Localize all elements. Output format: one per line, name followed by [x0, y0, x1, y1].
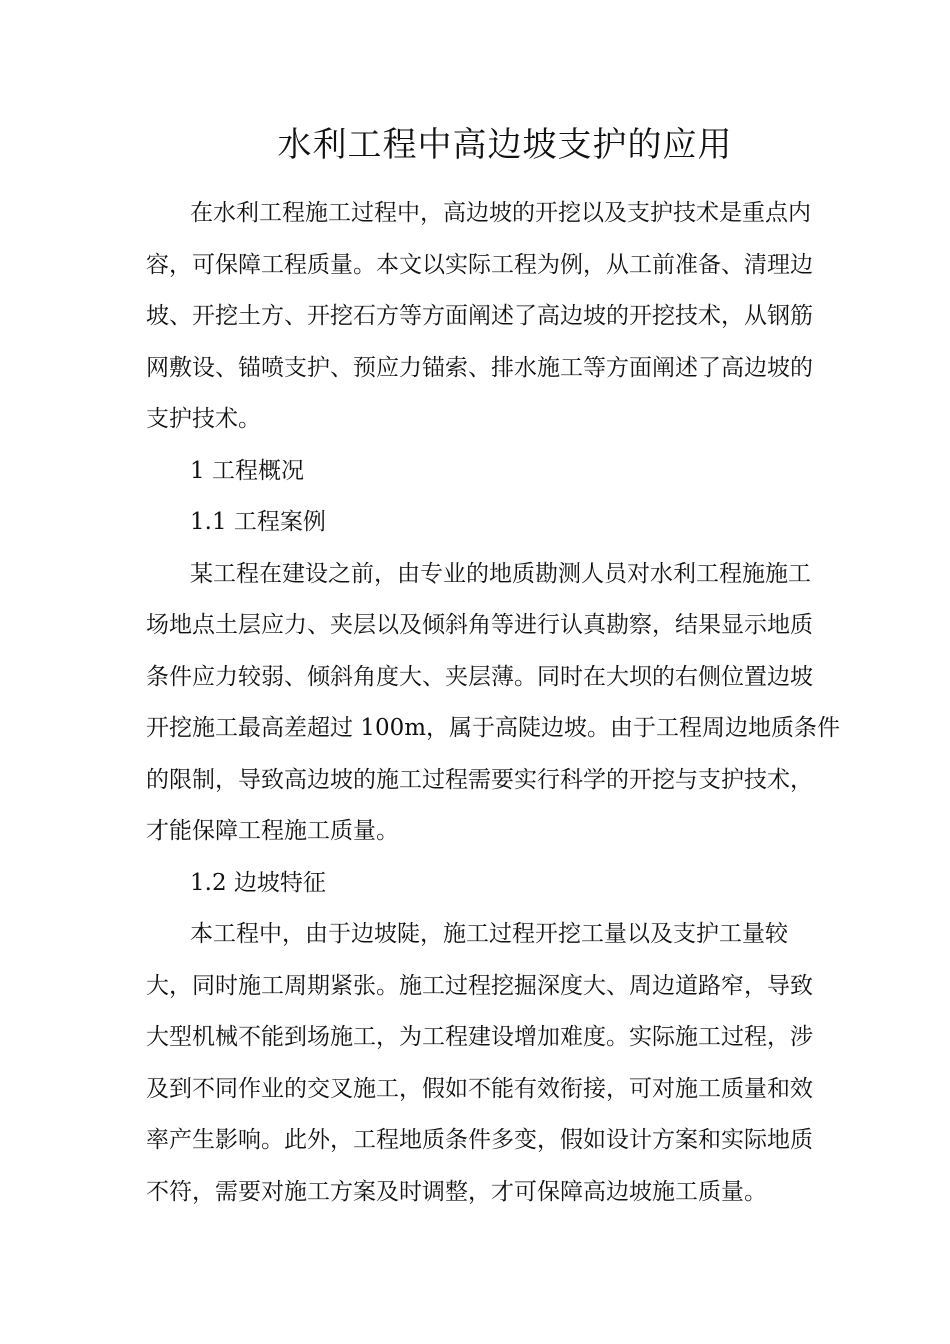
- body-line-17: 不符，需要对施工方案及时调整，才可保障高边坡施工质量。: [146, 1179, 767, 1205]
- body-line-10: 的限制，导致高边坡的施工过程需要实行科学的开挖与支护技术，: [146, 767, 813, 793]
- section-heading-1: 1 工程概况: [190, 458, 304, 484]
- body-line-14: 大型机械不能到场施工，为工程建设增加难度。实际施工过程，涉: [146, 1024, 813, 1050]
- section-heading-1-2: 1.2 边坡特征: [190, 870, 326, 896]
- body-line-6: 某工程在建设之前，由专业的地质勘测人员对水利工程施施工: [190, 561, 811, 587]
- body-line-12: 本工程中，由于边坡陡，施工过程开挖工量以及支护工量较: [190, 921, 788, 947]
- body-line-4: 网敷设、锚喷支护、预应力锚索、排水施工等方面阐述了高边坡的: [146, 355, 813, 381]
- body-line-1: 在水利工程施工过程中，高边坡的开挖以及支护技术是重点内: [190, 200, 811, 226]
- body-line-9: 开挖施工最高差超过 100m，属于高陡边坡。由于工程周边地质条件: [146, 715, 841, 741]
- body-line-2: 容，可保障工程质量。本文以实际工程为例，从工前准备、清理边: [146, 252, 813, 278]
- section-heading-1-1: 1.1 工程案例: [190, 509, 326, 535]
- body-line-15: 及到不同作业的交叉施工，假如不能有效衔接，可对施工质量和效: [146, 1076, 813, 1102]
- body-line-3: 坡、开挖土方、开挖石方等方面阐述了高边坡的开挖技术，从钢筋: [146, 303, 813, 329]
- document-title: 水利工程中高边坡支护的应用: [277, 125, 733, 165]
- body-line-16: 率产生影响。此外，工程地质条件多变，假如设计方案和实际地质: [146, 1127, 813, 1153]
- body-line-8: 条件应力较弱、倾斜角度大、夹层薄。同时在大坝的右侧位置边坡: [146, 664, 813, 690]
- body-line-5: 支护技术。: [146, 406, 261, 432]
- body-line-11: 才能保障工程施工质量。: [146, 818, 399, 844]
- body-line-13: 大，同时施工周期紧张。施工过程挖掘深度大、周边道路窄，导致: [146, 973, 813, 999]
- body-line-7: 场地点土层应力、夹层以及倾斜角等进行认真勘察，结果显示地质: [146, 612, 813, 638]
